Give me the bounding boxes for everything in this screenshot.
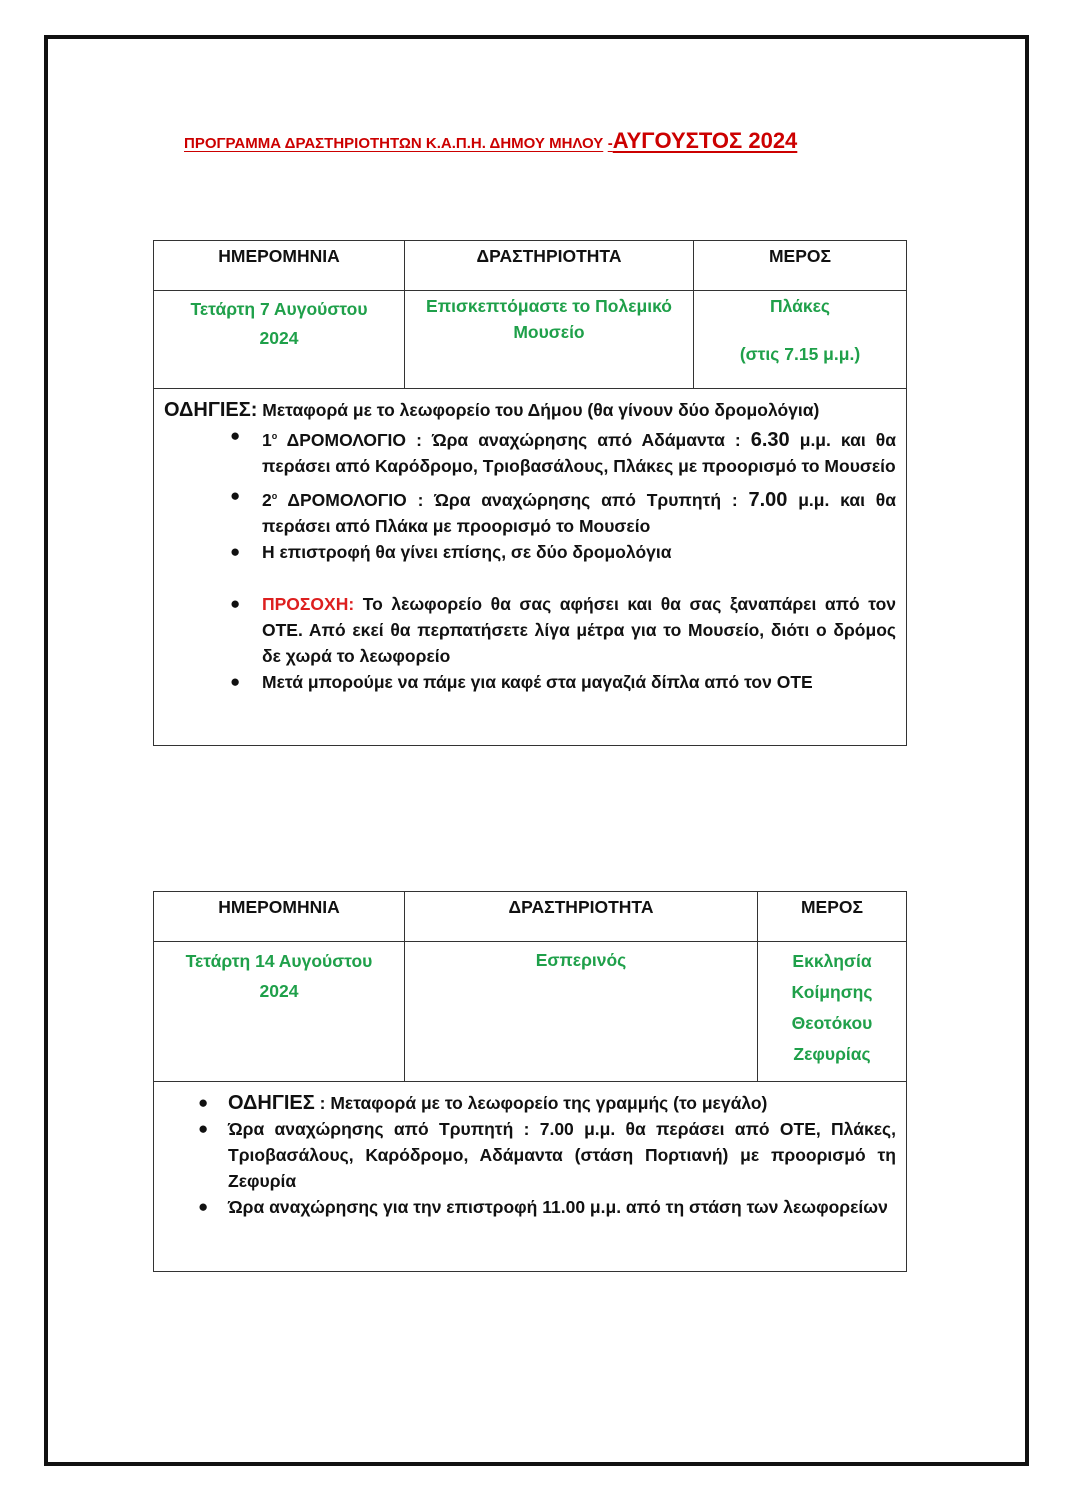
event-activity-line-2: Μουσείο: [513, 322, 585, 342]
table-header-row: [154, 892, 907, 942]
instructions-row: [154, 389, 907, 746]
event-place-name: Πλάκες: [769, 296, 831, 316]
event-place-line-2: Κοίμησης: [791, 982, 873, 1002]
bullet-icon: ●: [230, 541, 241, 561]
header-date: ΗΜΕΡΟΜΗΝΙΑ: [154, 241, 405, 291]
list-item: ● Ώρα αναχώρησης από Τρυπητή : 7.00 μ.μ. θα περάσει από ΟΤΕ, Πλάκες, Τριοβασάλους, Καρόδρομο, Αδάμαντα (στάση Πορτιανή) με προορισμό τη Ζεφυρία: [228, 1116, 896, 1194]
header-place: ΜΕΡΟΣ: [694, 241, 907, 291]
list-item: ● ΟΔΗΓΙΕΣ : Μεταφορά με το λεωφορείο της γραμμής (το μεγάλο): [198, 1092, 768, 1114]
event-date-line-2: 2024: [259, 981, 299, 1001]
bullet-icon: ●: [198, 1093, 209, 1112]
bullet-icon: ●: [230, 426, 241, 445]
bullet-icon: ●: [230, 671, 241, 691]
event-place-line-3: Θεοτόκου: [791, 1013, 873, 1033]
instructions-lead: [154, 389, 906, 423]
event-date: [154, 942, 405, 1082]
list-spacer: [262, 565, 896, 591]
list-item: ● ΠΡΟΣΟΧΗ: Το λεωφορείο θα σας αφήσει και θα σας ξαναπάρει από τον ΟΤΕ. Από εκεί θα περπατήσετε λίγα μέτρα για το Μουσείο, διότι ο δρόμος δε χωρά το λεωφορείο: [262, 591, 896, 669]
warning-label: ΠΡΟΣΟΧΗ:: [262, 593, 355, 614]
list-item: ● $1^o$ ΔΡΟΜΟΛΟΓΙΟ : Ώρα αναχώρησης από Αδάμαντα : 6.30 μ.μ. και θα περάσει από Καρόδρομο, Τριοβασάλους, Πλάκες με προορισμό το Μουσείο: [262, 423, 896, 479]
instructions-label: ΟΔΗΓΙΕΣ:: [164, 399, 258, 421]
schedule-table-2: [153, 891, 907, 1272]
bullet-icon: ●: [230, 593, 241, 613]
instructions-cell: [154, 389, 907, 746]
list-item: ● Ώρα αναχώρησης για την επιστροφή 11.00 μ.μ. από τη στάση των λεωφορείων: [228, 1194, 896, 1220]
bullet-icon: ●: [230, 485, 241, 505]
instructions-text: Μεταφορά με το λεωφορείο του Δήμου (θα γίνουν δύο δρομολόγια): [262, 400, 820, 420]
event-activity-line-1: Εσπερινός: [535, 950, 627, 970]
event-time: (στις 7.15 μ.μ.): [739, 344, 861, 364]
header-date: ΗΜΕΡΟΜΗΝΙΑ: [154, 892, 405, 942]
event-row: [154, 942, 907, 1082]
instructions-list: [154, 423, 906, 695]
page-title: [184, 128, 904, 154]
instructions-label: ΟΔΗΓΙΕΣ: [228, 1092, 315, 1114]
list-item: ● $2^o$ ΔΡΟΜΟΛΟΓΙΟ : Ώρα αναχώρησης από Τρυπητή : 7.00 μ.μ. και θα περάσει από Πλάκα με προορισμό το Μουσείο: [262, 483, 896, 539]
table-header-row: [154, 241, 907, 291]
title-dash: -: [607, 135, 613, 152]
event-place: [694, 291, 907, 389]
event-date: [154, 291, 405, 389]
title-main: ΠΡΟΓΡΑΜΜΑ ΔΡΑΣΤΗΡΙΟΤΗΤΩΝ Κ.Α.Π.Η. ΔΗΜΟΥ ΜΗΛΟΥ: [184, 135, 604, 152]
bullet-icon: ●: [198, 1197, 209, 1216]
instructions-list: [154, 1082, 906, 1220]
header-place: ΜΕΡΟΣ: [758, 892, 907, 942]
event-date-line-1: Τετάρτη 14 Αυγούστου: [185, 951, 373, 971]
event-activity: [405, 942, 758, 1082]
list-item: ● Η επιστροφή θα γίνει επίσης, σε δύο δρομολόγια: [262, 539, 896, 565]
event-activity: [405, 291, 694, 389]
event-place: [758, 942, 907, 1082]
instructions-cell: [154, 1082, 907, 1272]
header-activity: ΔΡΑΣΤΗΡΙΟΤΗΤΑ: [405, 892, 758, 942]
schedule-table-1: [153, 240, 907, 746]
event-date-line-1: Τετάρτη 7 Αυγούστου: [190, 299, 368, 319]
event-date-line-2: 2024: [259, 328, 299, 348]
bullet-icon: ●: [198, 1119, 209, 1138]
list-item: ● Μετά μπορούμε να πάμε για καφέ στα μαγαζιά δίπλα από τον ΟΤΕ: [262, 669, 896, 695]
instructions-row: [154, 1082, 907, 1272]
header-activity: ΔΡΑΣΤΗΡΙΟΤΗΤΑ: [405, 241, 694, 291]
event-place-line-4: Ζεφυρίας: [793, 1044, 871, 1064]
event-activity-line-1: Επισκεπτόμαστε το Πολεμικό: [426, 296, 672, 316]
title-month: ΑΥΓΟΥΣΤΟΣ 2024: [612, 128, 798, 153]
event-row: [154, 291, 907, 389]
event-place-line-1: Εκκλησία: [792, 951, 872, 971]
